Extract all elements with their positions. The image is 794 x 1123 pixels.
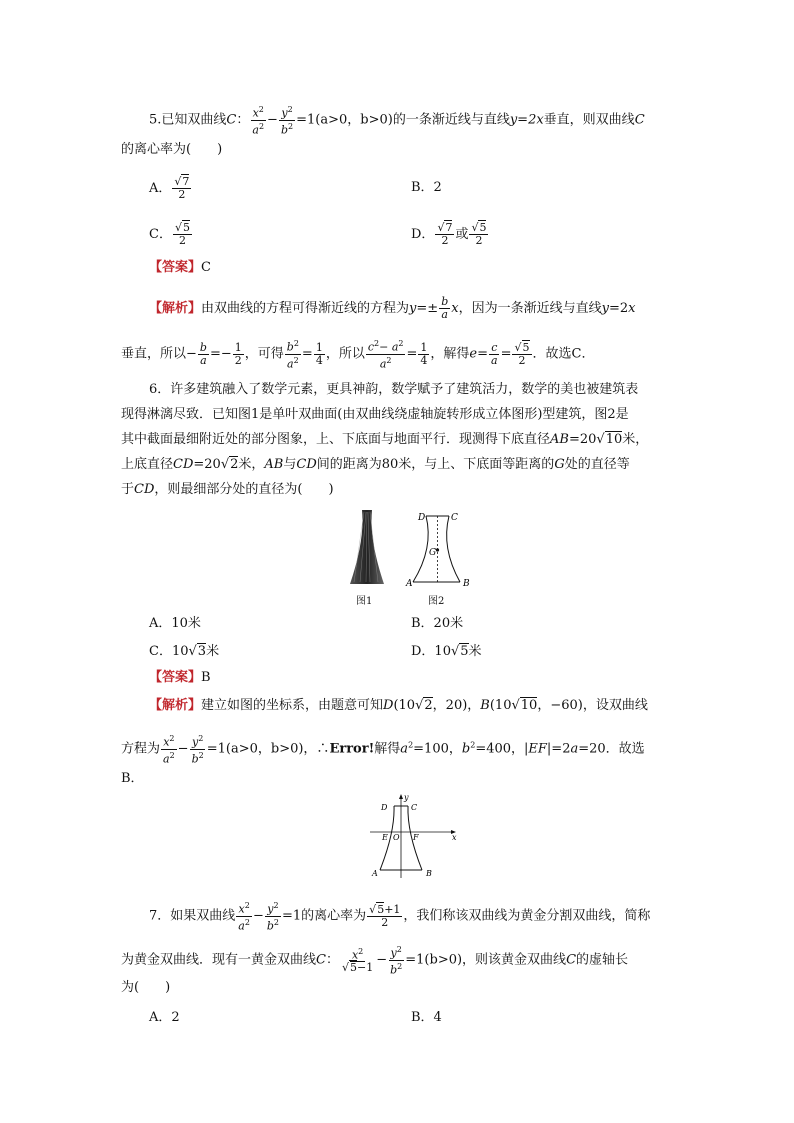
q6-stem-line4: 上底直径CD=20√2米，AB与CD间的距离为80米，与上、下底面等距离的G处的直径等 (121, 457, 630, 472)
q7-stem-line1: 7．如果双曲线 $\frac{x^2}{a^2}$ − $\frac{y^2}{b^2}$ =1的离心率为 $\frac{√5+1}{2}$ ，我们称该双曲线为黄金分割双曲线，简称 (149, 901, 651, 933)
svg-text:D: D (418, 513, 426, 523)
figure-1-caption: 图1 (356, 596, 373, 607)
q7-option-a: A．2 (149, 1010, 180, 1025)
svg-text:G: G (429, 548, 437, 558)
q6-option-b: B．20米 (411, 616, 464, 631)
svg-text:B: B (463, 579, 470, 589)
svg-text:y: y (404, 793, 409, 802)
q5-option-c: C． $\frac{√5}{2}$ (149, 221, 190, 247)
q6-coordinate-figure (366, 792, 460, 882)
svg-text:D: D (381, 803, 388, 812)
q6-option-a: A．10米 (149, 616, 201, 631)
figure-2-diagram (400, 508, 480, 594)
q6-analysis-line1: 【解析】建立如图的坐标系，由题意可知D(10√2，20)，B(10√10，−60)，设双曲线 (149, 698, 648, 713)
figure-2-caption: 图2 (428, 596, 445, 607)
q6-stem-line3: 其中截面最细附近处的部分图象，上、下底面与地面平行．现测得下底直径AB=20√10米， (121, 432, 649, 447)
q5-stem-line1: 5.已知双曲线C： $\frac{x^2}{a^2}$ − $\frac{y^2}{b^2}$ =1(a>0，b>0)的一条渐近线与直线y=2x垂直，则双曲线C (149, 105, 645, 137)
q6-analysis-line2: 方程为 $\frac{x^2}{a^2}$ − $\frac{y^2}{b^2}$ =1(a>0，b>0)，∴Error!解得$a^2=100$，$b^2=400$，|EF|=2a=20．故选 (121, 734, 645, 766)
q7-stem-line3: 为( ) (121, 980, 171, 995)
svg-text:C: C (411, 803, 418, 812)
q7-option-b: B．4 (411, 1010, 442, 1025)
q7-stem-line2: 为黄金双曲线．现有一黄金双曲线C： $\frac{x^2}{√5-1}$ − $\frac{y^2}{b^2}$ =1(b>0)，则该黄金双曲线C的虚轴长 (121, 945, 629, 977)
svg-text:A: A (406, 579, 413, 589)
q5-option-a: A． $\frac{√7}{2}$ (149, 175, 190, 201)
q6-stem-line1: 6．许多建筑融入了数学元素，更具神韵，数学赋予了建筑活力，数学的美也被建筑表 (149, 382, 639, 397)
svg-text:O: O (393, 833, 400, 842)
q5-option-d: D． $\frac{√7}{2}$ 或 $\frac{√5}{2}$ (411, 221, 487, 247)
svg-text:B: B (426, 869, 432, 878)
q5-analysis-line1: 【解析】由双曲线的方程可得渐近线的方程为y=± $\frac{b}{a}$ x，因为一条渐近线与直线y=2x (149, 295, 636, 321)
svg-text:F: F (413, 833, 419, 842)
q6-option-d: D．10√5米 (411, 644, 482, 659)
q6-stem-line2: 现得淋漓尽致．已知图1是单叶双曲面(由双曲线绕虚轴旋转形成立体图形)型建筑，图2是 (121, 407, 629, 422)
figure-1-tower-image (340, 510, 394, 590)
q5-stem-line2: 的离心率为( ) (121, 142, 223, 157)
q6-option-c: C．10√3米 (149, 644, 220, 659)
q6-answer: 【答案】B (149, 670, 211, 685)
q5-answer: 【答案】C (149, 260, 211, 275)
svg-text:x: x (452, 833, 457, 842)
svg-text:C: C (451, 513, 458, 523)
q5-analysis-line2: 垂直，所以− $\frac{b}{a}$ =− $\frac{1}{2}$ ，可得 $\frac{b^2}{a^2}$ = $\frac{1}{4}$ ，所以 $\frac{c^2- a^2}{a^2}$ = $\frac{1}{4}$ ，解得e= $\frac{c}{a}$ = $\frac{√5}{2}$ ．故选C． (121, 339, 595, 371)
svg-text:E: E (382, 833, 388, 842)
q5-option-b: B．2 (411, 180, 442, 195)
q6-analysis-line3: B． (121, 771, 144, 786)
q6-stem-line5: 于CD，则最细部分处的直径为( ) (121, 482, 334, 497)
svg-text:A: A (372, 869, 378, 878)
